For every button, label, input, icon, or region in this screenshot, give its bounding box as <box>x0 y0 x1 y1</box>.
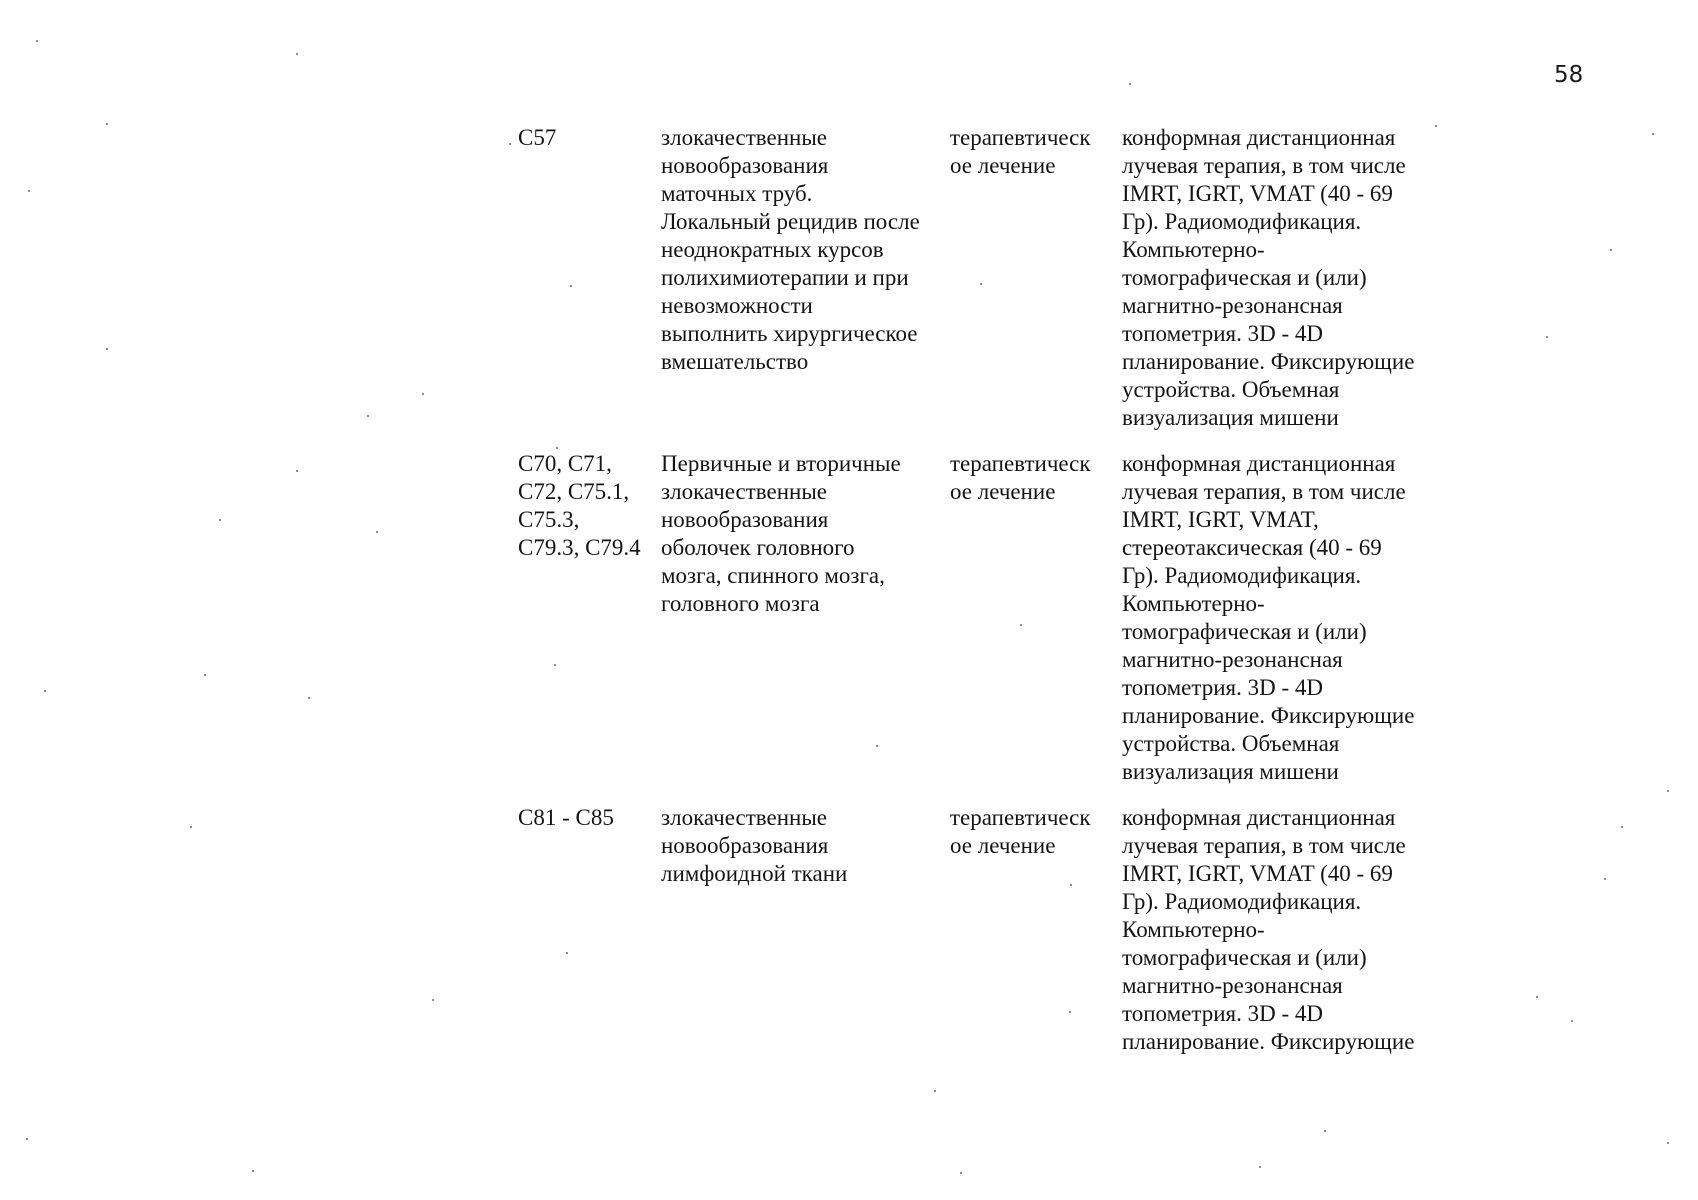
scan-speck <box>1667 790 1669 792</box>
scan-speck <box>980 283 982 285</box>
scan-speck <box>509 143 511 145</box>
scan-speck <box>204 674 206 676</box>
scan-speck <box>26 1138 28 1140</box>
method-cell: конформная дистанционная лучевая терапия, в том числе IMRT, IGRT, VMAT (40 - 69 Гр). Радиомодификация. Компьютерно- томографическая и (или) магнитно-резонансная топометрия. 3D - 4D планирование. Фиксирующие <box>1122 805 1415 1054</box>
scan-speck <box>1069 1011 1071 1013</box>
diagnosis-cell: злокачественные новообразования лимфоидной ткани <box>661 805 848 886</box>
method-cell: конформная дистанционная лучевая терапия, в том числе IMRT, IGRT, VMAT (40 - 69 Гр). Радиомодификация. Компьютерно- томографическая и (или) магнитно-резонансная топометрия. 3D - 4D планирование. Фиксирующие устройства. Объемная визуализация мишени <box>1122 125 1415 430</box>
scan-speck <box>1610 249 1612 251</box>
scan-speck <box>1536 996 1538 998</box>
icd-code-cell: C57 <box>518 125 557 150</box>
diagnosis-cell: злокачественные новообразования маточных труб. Локальный рецидив после неоднократных курсов полихимиотерапии и при невозможности выполнить хирургическое вмешательство <box>661 125 920 374</box>
scan-speck <box>1652 133 1654 135</box>
scan-speck <box>1020 624 1022 626</box>
scan-speck <box>422 393 424 395</box>
treatment-type-cell: терапевтическ ое лечение <box>950 805 1091 858</box>
scan-speck <box>1546 336 1548 338</box>
scan-speck <box>876 745 878 747</box>
treatment-table <box>518 124 1452 1056</box>
scan-speck <box>106 123 108 125</box>
scan-speck <box>1435 125 1437 127</box>
scan-speck <box>1621 826 1623 828</box>
scan-speck <box>44 690 46 692</box>
scan-speck <box>296 53 298 55</box>
method-cell: конформная дистанционная лучевая терапия, в том числе IMRT, IGRT, VMAT, стереотаксическая (40 - 69 Гр). Радиомодификация. Компьютерно- томографическая и (или) магнитно-резонансная топометрия. 3D - 4D планирование. Фиксирующие устройства. Объемная визуализация мишени <box>1122 451 1415 784</box>
icd-code-cell: C81 - C85 <box>518 805 614 830</box>
scan-speck <box>556 447 558 449</box>
scan-speck <box>1259 1166 1261 1168</box>
scan-speck <box>1571 1020 1573 1022</box>
page-number: 58 <box>1554 62 1584 88</box>
diagnosis-cell: Первичные и вторичные злокачественные новообразования оболочек головного мозга, спинного мозга, головного мозга <box>661 451 901 616</box>
scan-speck <box>376 531 378 533</box>
scan-speck <box>1129 83 1131 85</box>
scan-speck <box>36 40 38 42</box>
scan-speck <box>566 952 568 954</box>
scan-speck <box>106 348 108 350</box>
scan-speck <box>1070 884 1072 886</box>
scan-speck <box>1324 1130 1326 1132</box>
scan-speck <box>1667 1142 1669 1144</box>
scan-speck <box>1604 878 1606 880</box>
scan-speck <box>432 999 434 1001</box>
scan-speck <box>296 470 298 472</box>
scan-speck <box>367 415 369 417</box>
treatment-type-cell: терапевтическ ое лечение <box>950 125 1091 178</box>
scan-speck <box>219 519 221 521</box>
scan-speck <box>570 285 572 287</box>
scan-speck <box>28 190 30 192</box>
scan-speck <box>190 826 192 828</box>
scan-speck <box>934 1090 936 1092</box>
scan-speck <box>308 697 310 699</box>
scan-speck <box>252 1170 254 1172</box>
scan-speck <box>960 1172 962 1174</box>
treatment-type-cell: терапевтическ ое лечение <box>950 451 1091 504</box>
scan-speck <box>554 664 556 666</box>
icd-code-cell: C70, C71, C72, C75.1, C75.3, C79.3, C79.4 <box>518 451 641 560</box>
